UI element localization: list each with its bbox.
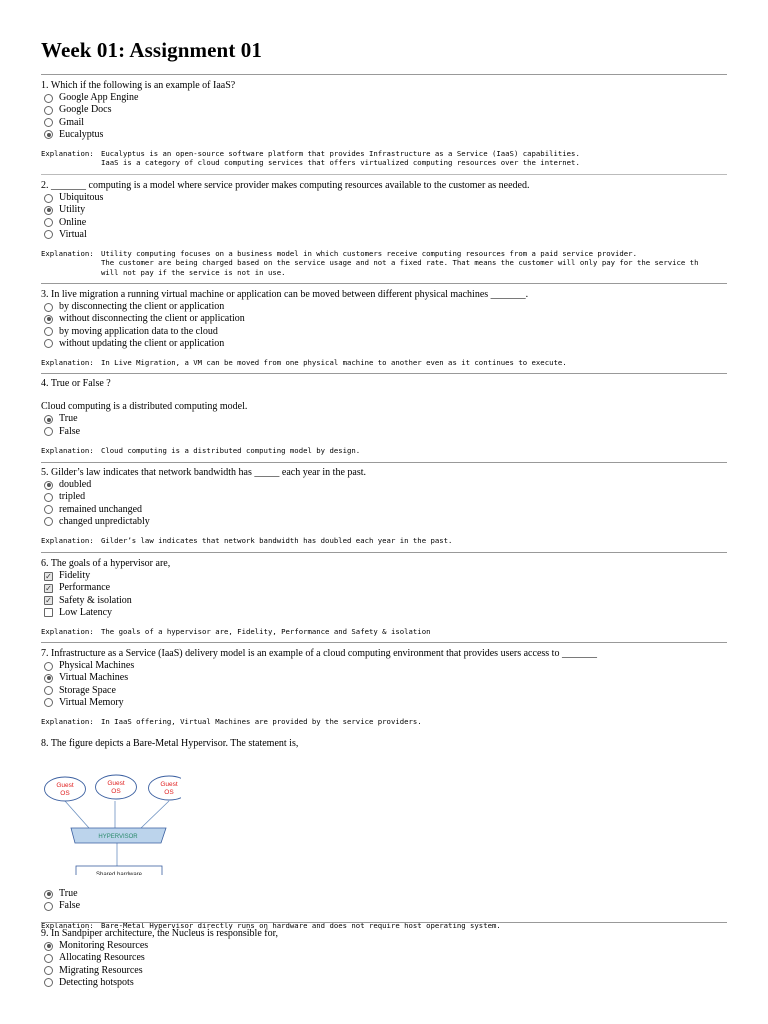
radio-icon[interactable] bbox=[44, 230, 53, 239]
radio-icon[interactable] bbox=[44, 327, 53, 336]
option-label: without disconnecting the client or application bbox=[59, 313, 245, 325]
question-text: 8. The figure depicts a Bare-Metal Hypervisor. The statement is, bbox=[41, 738, 299, 749]
explanation-label: Explanation: bbox=[41, 626, 94, 636]
hypervisor-label: HYPERVISOR bbox=[98, 834, 138, 841]
option-label: Physical Machines bbox=[59, 660, 135, 672]
explanation bbox=[41, 717, 727, 726]
option-label: True bbox=[59, 413, 78, 425]
connector-line bbox=[65, 801, 89, 828]
explanation-line: The customer are being charged based on the service usage and not a fixed rate. That means the customer will only pay for the service th bbox=[101, 258, 699, 268]
option-label: True bbox=[59, 888, 78, 900]
question-8 bbox=[41, 738, 727, 930]
guest-os-label: Guest bbox=[56, 782, 74, 790]
connector-line bbox=[141, 801, 169, 828]
option-label: False bbox=[59, 900, 81, 912]
radio-icon[interactable] bbox=[44, 218, 53, 227]
explanation bbox=[41, 446, 727, 455]
option-label: False bbox=[59, 425, 81, 437]
option[interactable] bbox=[41, 570, 727, 582]
option[interactable] bbox=[41, 491, 727, 503]
option[interactable] bbox=[41, 104, 727, 116]
option[interactable] bbox=[41, 660, 727, 672]
checkbox-checked-icon[interactable]: ✓ bbox=[45, 596, 52, 606]
guest-os-label: OS bbox=[60, 790, 70, 798]
option[interactable] bbox=[41, 900, 727, 912]
option[interactable] bbox=[41, 413, 727, 425]
radio-selected-icon[interactable] bbox=[44, 890, 53, 899]
radio-icon[interactable] bbox=[44, 698, 53, 707]
radio-selected-icon[interactable] bbox=[44, 130, 53, 139]
option-label: Fidelity bbox=[59, 570, 91, 582]
explanation bbox=[41, 536, 727, 545]
radio-icon[interactable] bbox=[44, 339, 53, 348]
guest-os-label: OS bbox=[164, 789, 174, 797]
radio-icon[interactable] bbox=[44, 118, 53, 127]
radio-icon[interactable] bbox=[44, 902, 53, 911]
radio-selected-icon[interactable] bbox=[44, 481, 53, 490]
question-text: 7. Infrastructure as a Service (IaaS) delivery model is an example of a cloud computing environment that provides users access to _______ bbox=[41, 648, 597, 659]
option-label: by moving application data to the cloud bbox=[59, 325, 218, 337]
explanation-line: Bare-Metal Hypervisor directly runs on hardware and does not require host operating system. bbox=[101, 920, 501, 930]
option-label: Allocating Resources bbox=[59, 952, 145, 964]
explanation-line: In Live Migration, a VM can be moved from one physical machine to another even as it continues to execute. bbox=[101, 357, 567, 367]
option-label: Monitoring Resources bbox=[59, 940, 149, 952]
radio-icon[interactable] bbox=[44, 303, 53, 312]
explanation-line: Utility computing focuses on a business model in which customers receive computing resources from a paid service provider. bbox=[101, 248, 637, 258]
option[interactable] bbox=[41, 672, 727, 684]
option[interactable] bbox=[41, 685, 727, 697]
option-label: Online bbox=[59, 216, 87, 228]
radio-icon[interactable] bbox=[44, 106, 53, 115]
divider bbox=[41, 552, 727, 553]
radio-icon[interactable] bbox=[44, 686, 53, 695]
radio-icon[interactable] bbox=[44, 505, 53, 514]
hypervisor-diagram bbox=[41, 767, 181, 875]
checkbox-checked-icon[interactable]: ✓ bbox=[45, 571, 52, 581]
option[interactable] bbox=[41, 940, 727, 952]
explanation-label: Explanation: bbox=[41, 148, 94, 158]
explanation bbox=[41, 627, 727, 636]
explanation-label: Explanation: bbox=[41, 920, 94, 930]
option-label: remained unchanged bbox=[59, 503, 143, 515]
option[interactable] bbox=[41, 129, 727, 141]
option[interactable] bbox=[41, 204, 727, 216]
radio-icon[interactable] bbox=[44, 954, 53, 963]
option-label: Eucalyptus bbox=[59, 128, 104, 140]
option[interactable] bbox=[41, 313, 727, 325]
explanation-label: Explanation: bbox=[41, 357, 94, 367]
option[interactable] bbox=[41, 607, 727, 619]
divider bbox=[41, 283, 727, 284]
radio-icon[interactable] bbox=[44, 194, 53, 203]
option[interactable] bbox=[41, 92, 727, 104]
question-5 bbox=[41, 467, 727, 545]
option-label: Storage Space bbox=[59, 684, 116, 696]
divider bbox=[41, 462, 727, 463]
option-label: Google Docs bbox=[59, 104, 112, 116]
explanation-line: Eucalyptus is an open-source software platform that provides Infrastructure as a Service (IaaS) capabilities. bbox=[101, 148, 580, 158]
explanation-line: IaaS is a category of cloud computing services that offers virtualized computing resources over the internet. bbox=[101, 158, 580, 168]
guest-os-node bbox=[96, 775, 137, 799]
option[interactable] bbox=[41, 192, 727, 204]
option-label: Virtual Memory bbox=[59, 696, 124, 708]
option[interactable] bbox=[41, 479, 727, 491]
guest-os-label: Guest bbox=[160, 781, 178, 789]
option[interactable] bbox=[41, 217, 727, 229]
option[interactable] bbox=[41, 326, 727, 338]
question-3 bbox=[41, 289, 727, 367]
option-label: Detecting hotspots bbox=[59, 976, 134, 988]
question-2 bbox=[41, 180, 727, 277]
radio-icon[interactable] bbox=[44, 517, 53, 526]
option[interactable] bbox=[41, 301, 727, 313]
option-label: Google App Engine bbox=[59, 92, 139, 104]
option-label: Safety & isolation bbox=[59, 594, 132, 606]
radio-selected-icon[interactable] bbox=[44, 674, 53, 683]
question-text: 2. _______ computing is a model where service provider makes computing resources available to the customer as needed. bbox=[41, 180, 530, 191]
option-label: without updating the client or application bbox=[59, 337, 225, 349]
explanation bbox=[41, 358, 727, 367]
radio-icon[interactable] bbox=[44, 427, 53, 436]
divider bbox=[41, 174, 727, 175]
option-label: Gmail bbox=[59, 116, 84, 128]
option[interactable] bbox=[41, 516, 727, 528]
explanation bbox=[41, 249, 727, 277]
option[interactable] bbox=[41, 952, 727, 964]
radio-selected-icon[interactable] bbox=[44, 315, 53, 324]
explanation-label: Explanation: bbox=[41, 445, 94, 455]
divider bbox=[41, 373, 727, 374]
explanation-line: Cloud computing is a distributed computing model by design. bbox=[101, 445, 361, 455]
option[interactable] bbox=[41, 582, 727, 594]
guest-os-label: Guest bbox=[107, 780, 125, 788]
option[interactable] bbox=[41, 888, 727, 900]
question-9 bbox=[41, 928, 727, 989]
option-label: Virtual bbox=[59, 228, 87, 240]
question-text: 9. In Sandpiper architecture, the Nucleus is responsible for, bbox=[41, 928, 279, 939]
explanation-line: The goals of a hypervisor are, Fidelity, Performance and Safety & isolation bbox=[101, 626, 431, 636]
option[interactable] bbox=[41, 595, 727, 607]
question-text: 4. True or False ? bbox=[41, 378, 111, 389]
option-label: Migrating Resources bbox=[59, 964, 143, 976]
explanation-line: will not pay if the service is not in use. bbox=[101, 267, 286, 277]
option[interactable] bbox=[41, 426, 727, 438]
option-label: tripled bbox=[59, 491, 86, 503]
option[interactable] bbox=[41, 697, 727, 709]
question-7 bbox=[41, 648, 727, 726]
radio-selected-icon[interactable] bbox=[44, 942, 53, 951]
option-label: Ubiquitous bbox=[59, 192, 104, 204]
question-text: 5. Gilder’s law indicates that network bandwidth has _____ each year in the past. bbox=[41, 467, 367, 478]
explanation-label: Explanation: bbox=[41, 535, 94, 545]
guest-os-label: OS bbox=[111, 788, 121, 796]
option-label: doubled bbox=[59, 479, 92, 491]
divider bbox=[41, 922, 727, 923]
radio-icon[interactable] bbox=[44, 493, 53, 502]
radio-icon[interactable] bbox=[44, 966, 53, 975]
hardware-label: Shared hardware bbox=[95, 872, 143, 876]
option[interactable] bbox=[41, 229, 727, 241]
question-4 bbox=[41, 378, 727, 455]
option[interactable] bbox=[41, 117, 727, 129]
question-text: 1. Which if the following is an example of IaaS? bbox=[41, 80, 236, 91]
option-label: changed unpredictably bbox=[59, 515, 150, 527]
option-label: Utility bbox=[59, 204, 86, 216]
explanation-line: Gilder’s law indicates that network bandwidth has doubled each year in the past. bbox=[101, 535, 453, 545]
option[interactable] bbox=[41, 977, 727, 989]
question-1 bbox=[41, 80, 727, 168]
option[interactable] bbox=[41, 965, 727, 977]
title-divider bbox=[41, 74, 727, 75]
option-label: Virtual Machines bbox=[59, 672, 129, 684]
guest-os-node bbox=[149, 776, 182, 800]
explanation bbox=[41, 149, 727, 168]
option-label: by disconnecting the client or application bbox=[59, 301, 225, 313]
checkbox-icon[interactable] bbox=[44, 608, 53, 617]
question-text: 6. The goals of a hypervisor are, bbox=[41, 558, 171, 569]
question-subtext: Cloud computing is a distributed computing model. bbox=[41, 401, 248, 413]
question-text: 3. In live migration a running virtual machine or application can be moved between different physical machines _______. bbox=[41, 289, 529, 300]
radio-selected-icon[interactable] bbox=[44, 206, 53, 215]
explanation-label: Explanation: bbox=[41, 716, 94, 726]
checkbox-checked-icon[interactable]: ✓ bbox=[45, 583, 52, 593]
question-6 bbox=[41, 558, 727, 636]
option[interactable] bbox=[41, 338, 727, 350]
guest-os-node bbox=[45, 777, 86, 801]
radio-icon[interactable] bbox=[44, 94, 53, 103]
divider bbox=[41, 642, 727, 643]
option[interactable] bbox=[41, 504, 727, 516]
explanation-line: In IaaS offering, Virtual Machines are provided by the service providers. bbox=[101, 716, 422, 726]
page-title: Week 01: Assignment 01 bbox=[41, 38, 262, 62]
hypervisor-figure bbox=[41, 767, 181, 875]
radio-icon[interactable] bbox=[44, 662, 53, 671]
option-label: Performance bbox=[59, 582, 111, 594]
radio-icon[interactable] bbox=[44, 978, 53, 987]
option-label: Low Latency bbox=[59, 606, 113, 618]
radio-selected-icon[interactable] bbox=[44, 415, 53, 424]
explanation-label: Explanation: bbox=[41, 248, 94, 258]
